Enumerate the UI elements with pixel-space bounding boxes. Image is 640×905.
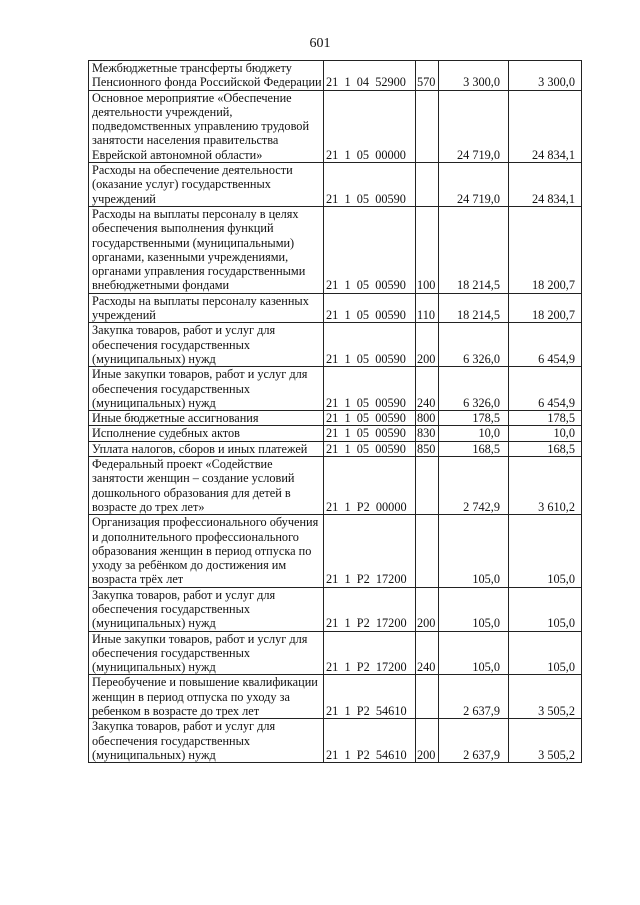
row-name-cell: Расходы на обеспечение деятельности (оказание услуг) государственных учреждений <box>89 163 324 207</box>
row-amount-year1-cell: 3 300,0 <box>439 61 509 91</box>
table-row <box>89 587 582 631</box>
row-vr-cell <box>416 515 439 587</box>
row-amount-year2-cell: 18 200,7 <box>509 293 582 323</box>
row-amount-year2-cell: 24 834,1 <box>509 163 582 207</box>
row-name-cell: Уплата налогов, сборов и иных платежей <box>89 441 324 456</box>
row-code-cell: 21 1 Р2 17200 <box>324 631 416 675</box>
page-number: 601 <box>309 36 331 51</box>
row-code-cell: 21 1 04 52900 <box>324 61 416 91</box>
row-amount-year1-cell: 18 214,5 <box>439 206 509 293</box>
row-amount-year2-cell: 3 505,2 <box>509 675 582 719</box>
row-amount-year2-cell: 105,0 <box>509 587 582 631</box>
row-amount-year2-cell: 10,0 <box>509 426 582 441</box>
row-code-cell: 21 1 Р2 54610 <box>324 719 416 763</box>
row-name-cell: Закупка товаров, работ и услуг для обеспечения государственных (муниципальных) нужд <box>89 587 324 631</box>
table-row <box>89 441 582 456</box>
row-amount-year1-cell: 24 719,0 <box>439 163 509 207</box>
row-amount-year2-cell: 3 300,0 <box>509 61 582 91</box>
row-code-cell: 21 1 05 00590 <box>324 163 416 207</box>
row-vr-cell: 110 <box>416 293 439 323</box>
row-code-cell: 21 1 Р2 54610 <box>324 675 416 719</box>
table-row <box>89 90 582 162</box>
table-row <box>89 719 582 763</box>
table-row <box>89 163 582 207</box>
row-amount-year2-cell: 168,5 <box>509 441 582 456</box>
row-name-cell: Расходы на выплаты персоналу в целях обеспечения выполнения функций государственными (муниципальными) органами, казенными учреждениями, органами управления государственными внебюджетными фондами <box>89 206 324 293</box>
row-name-cell: Иные закупки товаров, работ и услуг для обеспечения государственных (муниципальных) нужд <box>89 367 324 411</box>
budget-table <box>88 60 582 763</box>
row-amount-year2-cell: 6 454,9 <box>509 367 582 411</box>
row-name-cell: Закупка товаров, работ и услуг для обеспечения государственных (муниципальных) нужд <box>89 323 324 367</box>
row-code-cell: 21 1 05 00590 <box>324 323 416 367</box>
table-row <box>89 675 582 719</box>
row-vr-cell: 200 <box>416 323 439 367</box>
row-amount-year1-cell: 10,0 <box>439 426 509 441</box>
row-code-cell: 21 1 05 00590 <box>324 206 416 293</box>
row-amount-year2-cell: 3 610,2 <box>509 457 582 515</box>
table-row <box>89 367 582 411</box>
row-name-cell: Переобучение и повышение квалификации женщин в период отпуска по уходу за ребенком в возрасте до трех лет <box>89 675 324 719</box>
row-code-cell: 21 1 05 00590 <box>324 367 416 411</box>
row-amount-year1-cell: 105,0 <box>439 631 509 675</box>
row-vr-cell: 830 <box>416 426 439 441</box>
row-amount-year1-cell: 105,0 <box>439 587 509 631</box>
row-amount-year2-cell: 3 505,2 <box>509 719 582 763</box>
row-amount-year1-cell: 105,0 <box>439 515 509 587</box>
row-vr-cell <box>416 90 439 162</box>
table-row <box>89 293 582 323</box>
row-amount-year1-cell: 6 326,0 <box>439 323 509 367</box>
row-code-cell: 21 1 05 00590 <box>324 426 416 441</box>
row-code-cell: 21 1 05 00590 <box>324 441 416 456</box>
row-vr-cell <box>416 675 439 719</box>
row-name-cell: Иные закупки товаров, работ и услуг для обеспечения государственных (муниципальных) нужд <box>89 631 324 675</box>
row-name-cell: Иные бюджетные ассигнования <box>89 411 324 426</box>
row-vr-cell: 200 <box>416 719 439 763</box>
table-row <box>89 323 582 367</box>
row-name-cell: Федеральный проект «Содействие занятости женщин – создание условий дошкольного образования для детей в возрасте до трех лет» <box>89 457 324 515</box>
row-code-cell: 21 1 Р2 00000 <box>324 457 416 515</box>
table-row <box>89 206 582 293</box>
row-amount-year1-cell: 178,5 <box>439 411 509 426</box>
row-amount-year1-cell: 168,5 <box>439 441 509 456</box>
row-name-cell: Организация профессионального обучения и дополнительного профессионального образования женщин в период отпуска по уходу за ребёнком до достижения им возраста трёх лет <box>89 515 324 587</box>
table-row <box>89 411 582 426</box>
row-vr-cell: 240 <box>416 367 439 411</box>
budget-table-body <box>89 61 582 763</box>
row-amount-year1-cell: 24 719,0 <box>439 90 509 162</box>
row-amount-year2-cell: 6 454,9 <box>509 323 582 367</box>
row-name-cell: Основное мероприятие «Обеспечение деятельности учреждений, подведомственных управлению трудовой занятости населения правительства Еврейской автономной области» <box>89 90 324 162</box>
row-amount-year2-cell: 18 200,7 <box>509 206 582 293</box>
row-amount-year2-cell: 105,0 <box>509 515 582 587</box>
row-amount-year2-cell: 105,0 <box>509 631 582 675</box>
row-amount-year1-cell: 2 742,9 <box>439 457 509 515</box>
row-code-cell: 21 1 05 00590 <box>324 411 416 426</box>
row-code-cell: 21 1 Р2 17200 <box>324 587 416 631</box>
row-code-cell: 21 1 Р2 17200 <box>324 515 416 587</box>
table-row <box>89 631 582 675</box>
row-amount-year2-cell: 24 834,1 <box>509 90 582 162</box>
row-code-cell: 21 1 05 00000 <box>324 90 416 162</box>
row-vr-cell <box>416 457 439 515</box>
row-vr-cell: 570 <box>416 61 439 91</box>
row-name-cell: Межбюджетные трансферты бюджету Пенсионного фонда Российской Федерации <box>89 61 324 91</box>
row-vr-cell: 200 <box>416 587 439 631</box>
row-vr-cell <box>416 163 439 207</box>
row-amount-year2-cell: 178,5 <box>509 411 582 426</box>
table-row <box>89 515 582 587</box>
row-vr-cell: 100 <box>416 206 439 293</box>
row-name-cell: Исполнение судебных актов <box>89 426 324 441</box>
row-amount-year1-cell: 6 326,0 <box>439 367 509 411</box>
row-vr-cell: 240 <box>416 631 439 675</box>
table-row <box>89 61 582 91</box>
row-name-cell: Закупка товаров, работ и услуг для обеспечения государственных (муниципальных) нужд <box>89 719 324 763</box>
row-code-cell: 21 1 05 00590 <box>324 293 416 323</box>
row-name-cell: Расходы на выплаты персоналу казенных учреждений <box>89 293 324 323</box>
row-vr-cell: 800 <box>416 411 439 426</box>
row-vr-cell: 850 <box>416 441 439 456</box>
table-row <box>89 457 582 515</box>
row-amount-year1-cell: 2 637,9 <box>439 719 509 763</box>
row-amount-year1-cell: 2 637,9 <box>439 675 509 719</box>
table-row <box>89 426 582 441</box>
row-amount-year1-cell: 18 214,5 <box>439 293 509 323</box>
